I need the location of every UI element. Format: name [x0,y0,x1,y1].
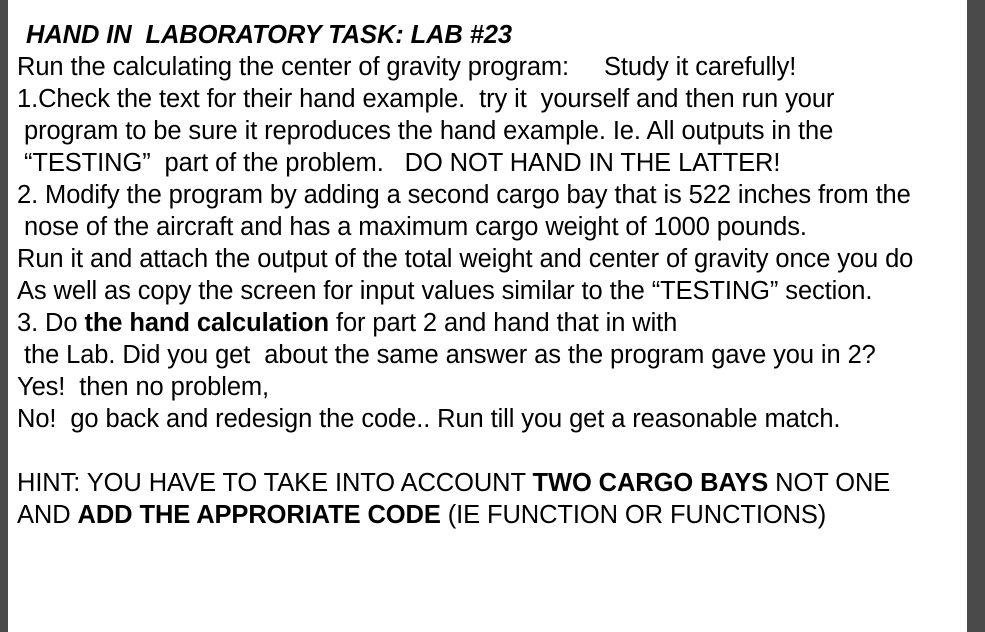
hint-emphasis-1: TWO CARGO BAYS [532,469,769,497]
document-page [8,0,967,632]
step2-line4: As well as copy the screen for input values similar to the “TESTING” section. [17,277,873,305]
hint-line2-post: (IE FUNCTION OR FUNCTIONS) [440,501,827,529]
step2-line1: 2. Modify the program by adding a second cargo bay that is 522 inches from the [17,181,911,209]
step3-line3: Yes! then no problem, [17,373,270,401]
step3-line2: the Lab. Did you get about the same answer as the program gave you in 2? [24,341,876,369]
hint-emphasis-2: ADD THE APPRORIATE CODE [77,501,441,529]
step3-line4: No! go back and redesign the code.. Run till you get a reasonable match. [17,405,841,433]
step3-line1-pre: 3. Do [17,309,85,337]
step2-line2: nose of the aircraft and has a maximum cargo weight of 1000 pounds. [24,213,807,241]
step3-line1 [17,307,677,339]
hint-line1-post: NOT ONE [768,469,891,497]
document-title: HAND IN LABORATORY TASK: LAB #23 [26,21,512,49]
step1-line2: program to be sure it reproduces the hand example. Ie. All outputs in the [24,117,834,145]
hint-line2-pre: AND [17,501,78,529]
step2-line3: Run it and attach the output of the total weight and center of gravity once you do [17,245,914,273]
step3-line1-post: for part 2 and hand that in with [328,309,678,337]
viewer-left-edge [0,0,8,632]
viewer-scrollbar[interactable] [967,0,985,632]
step3-emphasis: the hand calculation [84,309,329,337]
step1-line3: “TESTING” part of the problem. DO NOT HAND IN THE LATTER! [24,149,781,177]
step1-line1: 1.Check the text for their hand example. try it yourself and then run your [17,85,835,113]
hint-line1 [17,467,890,499]
intro-line: Run the calculating the center of gravity program: Study it carefully! [17,53,797,81]
hint-line2 [17,499,826,531]
hint-line1-pre: HINT: YOU HAVE TO TAKE INTO ACCOUNT [17,469,533,497]
